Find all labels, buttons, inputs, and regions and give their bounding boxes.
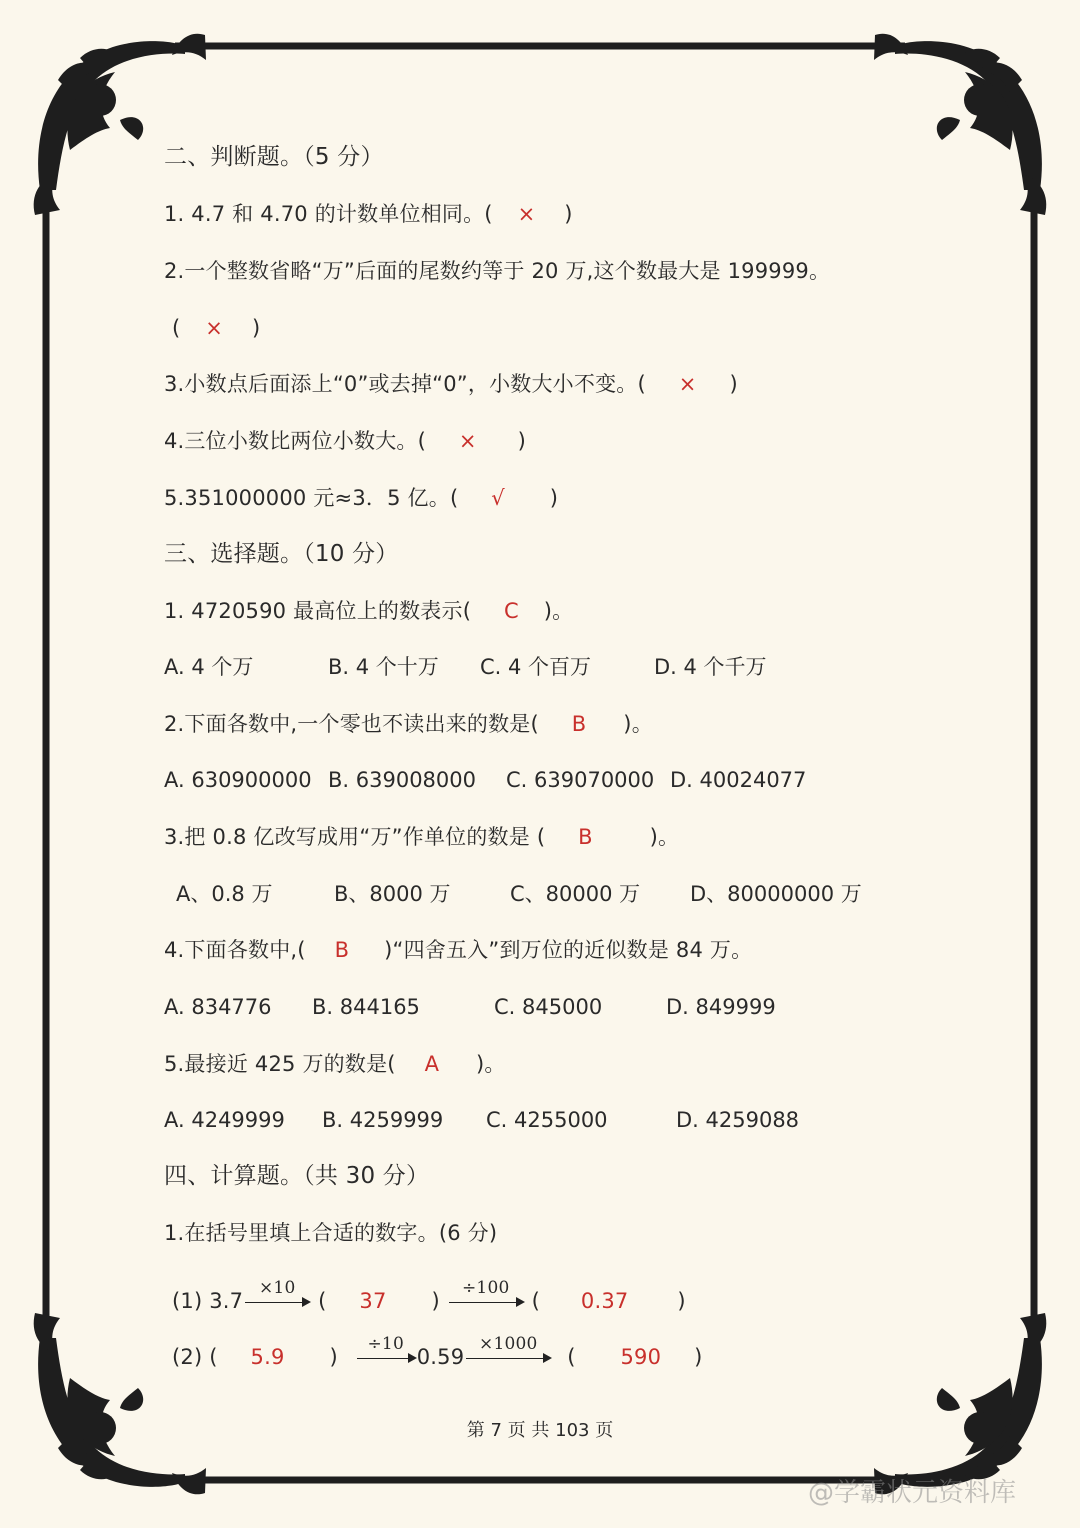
section-choice-title: 三、选择题。（10 分） <box>164 541 399 567</box>
page-number: 第 7 页 共 103 页 <box>466 1420 614 1441</box>
paren-close: ) <box>564 202 573 226</box>
operator-label: ×1000 <box>479 1334 538 1354</box>
paren-open: ( <box>567 1345 576 1369</box>
operator-label: ×10 <box>258 1278 296 1298</box>
option-b: B. 4 个十万 <box>328 655 439 679</box>
paren-open: ( <box>318 1289 327 1313</box>
arrow-multiply-1000 <box>464 1334 552 1373</box>
calc-question-1-title: 1.在括号里填上合适的数字。(6 分) <box>164 1221 498 1245</box>
section-judge-title: 二、判断题。（5 分） <box>164 144 384 170</box>
option-b: B、8000 万 <box>334 882 451 906</box>
question-text: 2.下面各数中,一个零也不读出来的数是( <box>164 712 539 736</box>
paren-close: ) <box>677 1289 686 1313</box>
answer-letter: B <box>334 938 350 962</box>
answer-letter: B <box>571 712 587 736</box>
paren-close: ) <box>431 1289 440 1313</box>
option-d: D. 40024077 <box>670 768 807 792</box>
operator-label: ÷100 <box>461 1278 510 1298</box>
option-c: C. 845000 <box>494 995 603 1019</box>
answer-mark: × <box>678 372 697 396</box>
answer-mark: × <box>205 316 224 340</box>
operator-label: ÷10 <box>367 1334 404 1354</box>
answer-value: 37 <box>359 1289 387 1313</box>
option-c: C. 639070000 <box>506 768 655 792</box>
judge-question-4 <box>164 426 526 456</box>
answer-mark: × <box>458 429 477 453</box>
question-text: 5.最接近 425 万的数是( <box>164 1052 396 1076</box>
row-label: (2) <box>172 1345 203 1369</box>
question-text: 5.351000000 元≈3．5 亿。( <box>164 486 459 510</box>
option-d: D、80000000 万 <box>690 882 862 906</box>
section-calc-title: 四、计算题。（共 30 分） <box>164 1163 430 1189</box>
question-text: 3.小数点后面添上“0”或去掉“0”，小数大小不变。( <box>164 372 646 396</box>
choice-question-4 <box>164 935 752 965</box>
question-text: 1. 4.7 和 4.70 的计数单位相同。( <box>164 202 493 226</box>
paren-open: ( <box>531 1289 541 1313</box>
option-b: B. 4259999 <box>322 1108 444 1132</box>
judge-question-2: 2.一个整数省略“万”后面的尾数约等于 20 万,这个数最大是 199999。 <box>164 259 831 283</box>
answer-letter: C <box>504 599 519 623</box>
paren-open: ( <box>172 316 181 340</box>
option-c: C. 4255000 <box>486 1108 608 1132</box>
option-d: D. 849999 <box>666 995 776 1019</box>
option-a: A、0.8 万 <box>176 882 273 906</box>
paren-close: ) <box>251 316 261 340</box>
option-c: C、80000 万 <box>510 882 641 906</box>
answer-value: 590 <box>620 1345 662 1369</box>
calc-row-2 <box>172 1334 703 1373</box>
question-text: 1. 4720590 最高位上的数表示( <box>164 599 472 623</box>
judge-question-1 <box>164 199 573 229</box>
answer-mark: √ <box>491 486 505 510</box>
judge-question-5 <box>164 483 558 513</box>
question-tail: )。 <box>543 599 574 623</box>
question-text: 4.下面各数中,( <box>164 938 306 962</box>
question-tail: )。 <box>649 825 680 849</box>
answer-mark: × <box>517 202 536 226</box>
row-label: (1) 3.7 <box>172 1289 244 1313</box>
judge-question-3 <box>164 369 738 399</box>
option-b: B. 639008000 <box>328 768 477 792</box>
calc-row-1 <box>172 1278 686 1317</box>
judge-question-2-answer <box>172 313 260 343</box>
paren-close: ) <box>729 372 738 396</box>
answer-value: 5.9 <box>250 1345 285 1369</box>
answer-letter: B <box>578 825 593 849</box>
question-tail: )。 <box>476 1052 506 1076</box>
option-b: B. 844165 <box>312 995 420 1019</box>
paren-close: ) <box>517 429 527 453</box>
middle-value: 0.59 <box>416 1345 465 1369</box>
paren-close: ) <box>549 486 559 510</box>
option-a: A. 4 个万 <box>164 655 254 679</box>
question-text: 4.三位小数比两位小数大。( <box>164 429 427 453</box>
choice-question-1 <box>164 596 573 626</box>
arrow-divide-100 <box>447 1278 525 1317</box>
paren-close: ) <box>329 1345 338 1369</box>
arrow-multiply-10 <box>243 1278 311 1317</box>
watermark: @学霸状元资料库 <box>808 1478 1017 1508</box>
option-d: D. 4259088 <box>676 1108 800 1132</box>
question-tail: )。 <box>623 712 653 736</box>
choice-question-3 <box>164 822 679 852</box>
answer-letter: A <box>424 1052 440 1076</box>
option-a: A. 4249999 <box>164 1108 285 1132</box>
paren-close: ) <box>694 1345 703 1369</box>
option-c: C. 4 个百万 <box>480 655 592 679</box>
question-tail: )“四舍五入”到万位的近似数是 84 万。 <box>384 938 753 962</box>
choice-question-2 <box>164 709 653 739</box>
question-text: 3.把 0.8 亿改写成用“万”作单位的数是 ( <box>164 825 546 849</box>
answer-value: 0.37 <box>580 1289 629 1313</box>
arrow-divide-10 <box>355 1334 417 1373</box>
paren-open: ( <box>209 1345 218 1369</box>
option-a: A. 834776 <box>164 995 272 1019</box>
choice-question-5 <box>164 1049 506 1079</box>
option-d: D. 4 个千万 <box>654 655 767 679</box>
option-a: A. 630900000 <box>164 768 312 792</box>
